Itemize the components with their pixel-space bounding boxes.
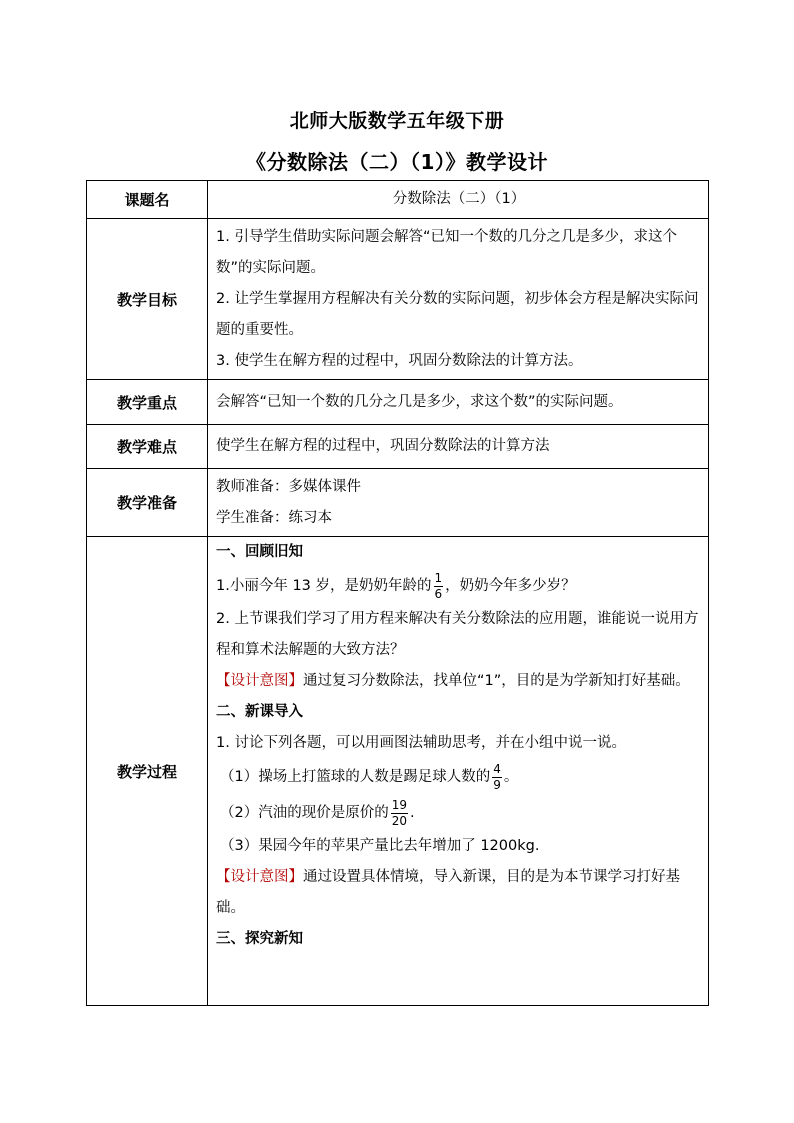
table-row-key-points: [87, 380, 709, 425]
table-row-difficulty: [87, 425, 709, 469]
preparation-label: 教学准备: [87, 469, 208, 537]
design-intent-tag: 【设计意图】: [216, 869, 303, 885]
student-preparation: 学生准备：练习本: [216, 509, 332, 526]
design-intent-tag: 【设计意图】: [216, 673, 303, 689]
goal-item: 3. 使学生在解方程的过程中，巩固分数除法的计算方法。: [216, 352, 583, 369]
goal-item: 1. 引导学生借助实际问题会解答“已知一个数的几分之几是多少，求这个数”的实际问题。: [216, 228, 677, 276]
goals-label: 教学目标: [87, 219, 208, 380]
goal-item: 2. 让学生掌握用方程解决有关分数的实际问题，初步体会方程是解决实际问题的重要性。: [216, 290, 699, 338]
fraction: $\frac{1}{6}$: [434, 570, 443, 601]
design-intent: 【设计意图】通过复习分数除法，找单位“1”，目的是为学新知打好基础。: [216, 673, 690, 689]
table-row-process: [87, 537, 709, 1006]
section-heading: 一、回顾旧知: [216, 544, 303, 560]
table-row-preparation: [87, 469, 709, 537]
table-row-goals: [87, 219, 709, 380]
process-cell: [208, 537, 709, 1006]
fraction: $\frac{19}{20}$: [391, 797, 408, 828]
difficulty-label: 教学难点: [87, 425, 208, 469]
lesson-plan-table: [86, 180, 709, 1006]
section-heading: 三、探究新知: [216, 931, 303, 947]
process-label: 教学过程: [87, 537, 208, 1006]
table-row-topic: [87, 181, 709, 219]
section-heading: 二、新课导入: [216, 704, 303, 720]
topic-label: 课题名: [87, 181, 208, 219]
teacher-preparation: 教师准备：多媒体课件: [216, 478, 361, 495]
review-question-1: 1.小丽今年 13 岁，是奶奶年龄的 $\frac{1}{6}$ ，奶奶今年多少岁？: [216, 570, 576, 601]
preparation-cell: [208, 469, 709, 537]
topic-value: 分数除法（二）（1）: [208, 181, 709, 219]
discussion-item-3: （3）果园今年的苹果产量比去年增加了 1200kg.: [220, 838, 540, 854]
difficulty-value: 使学生在解方程的过程中，巩固分数除法的计算方法: [208, 425, 709, 469]
discussion-intro: 1. 讨论下列各题，可以用画图法辅助思考，并在小组中说一说。: [216, 735, 626, 751]
discussion-item-1: （1）操场上打篮球的人数是踢足球人数的 $\frac{4}{9}$ 。: [220, 761, 519, 792]
fraction: $\frac{4}{9}$: [493, 761, 501, 792]
key-points-label: 教学重点: [87, 380, 208, 425]
review-question-2: 2. 上节课我们学习了用方程来解决有关分数除法的应用题，谁能说一说用方程和算术法解题的大致方法？: [216, 611, 699, 658]
key-points-value: 会解答“已知一个数的几分之几是多少，求这个数”的实际问题。: [208, 380, 709, 425]
discussion-item-2: （2）汽油的现价是原价的 $\frac{19}{20}$ .: [220, 797, 415, 828]
document-subtitle: 《分数除法（二）（1）》教学设计: [246, 150, 548, 174]
goals-cell: [208, 219, 709, 380]
document-title: 北师大版数学五年级下册: [289, 110, 505, 132]
design-intent: 【设计意图】通过设置具体情境，导入新课，目的是为本节课学习打好基础。: [216, 869, 680, 916]
